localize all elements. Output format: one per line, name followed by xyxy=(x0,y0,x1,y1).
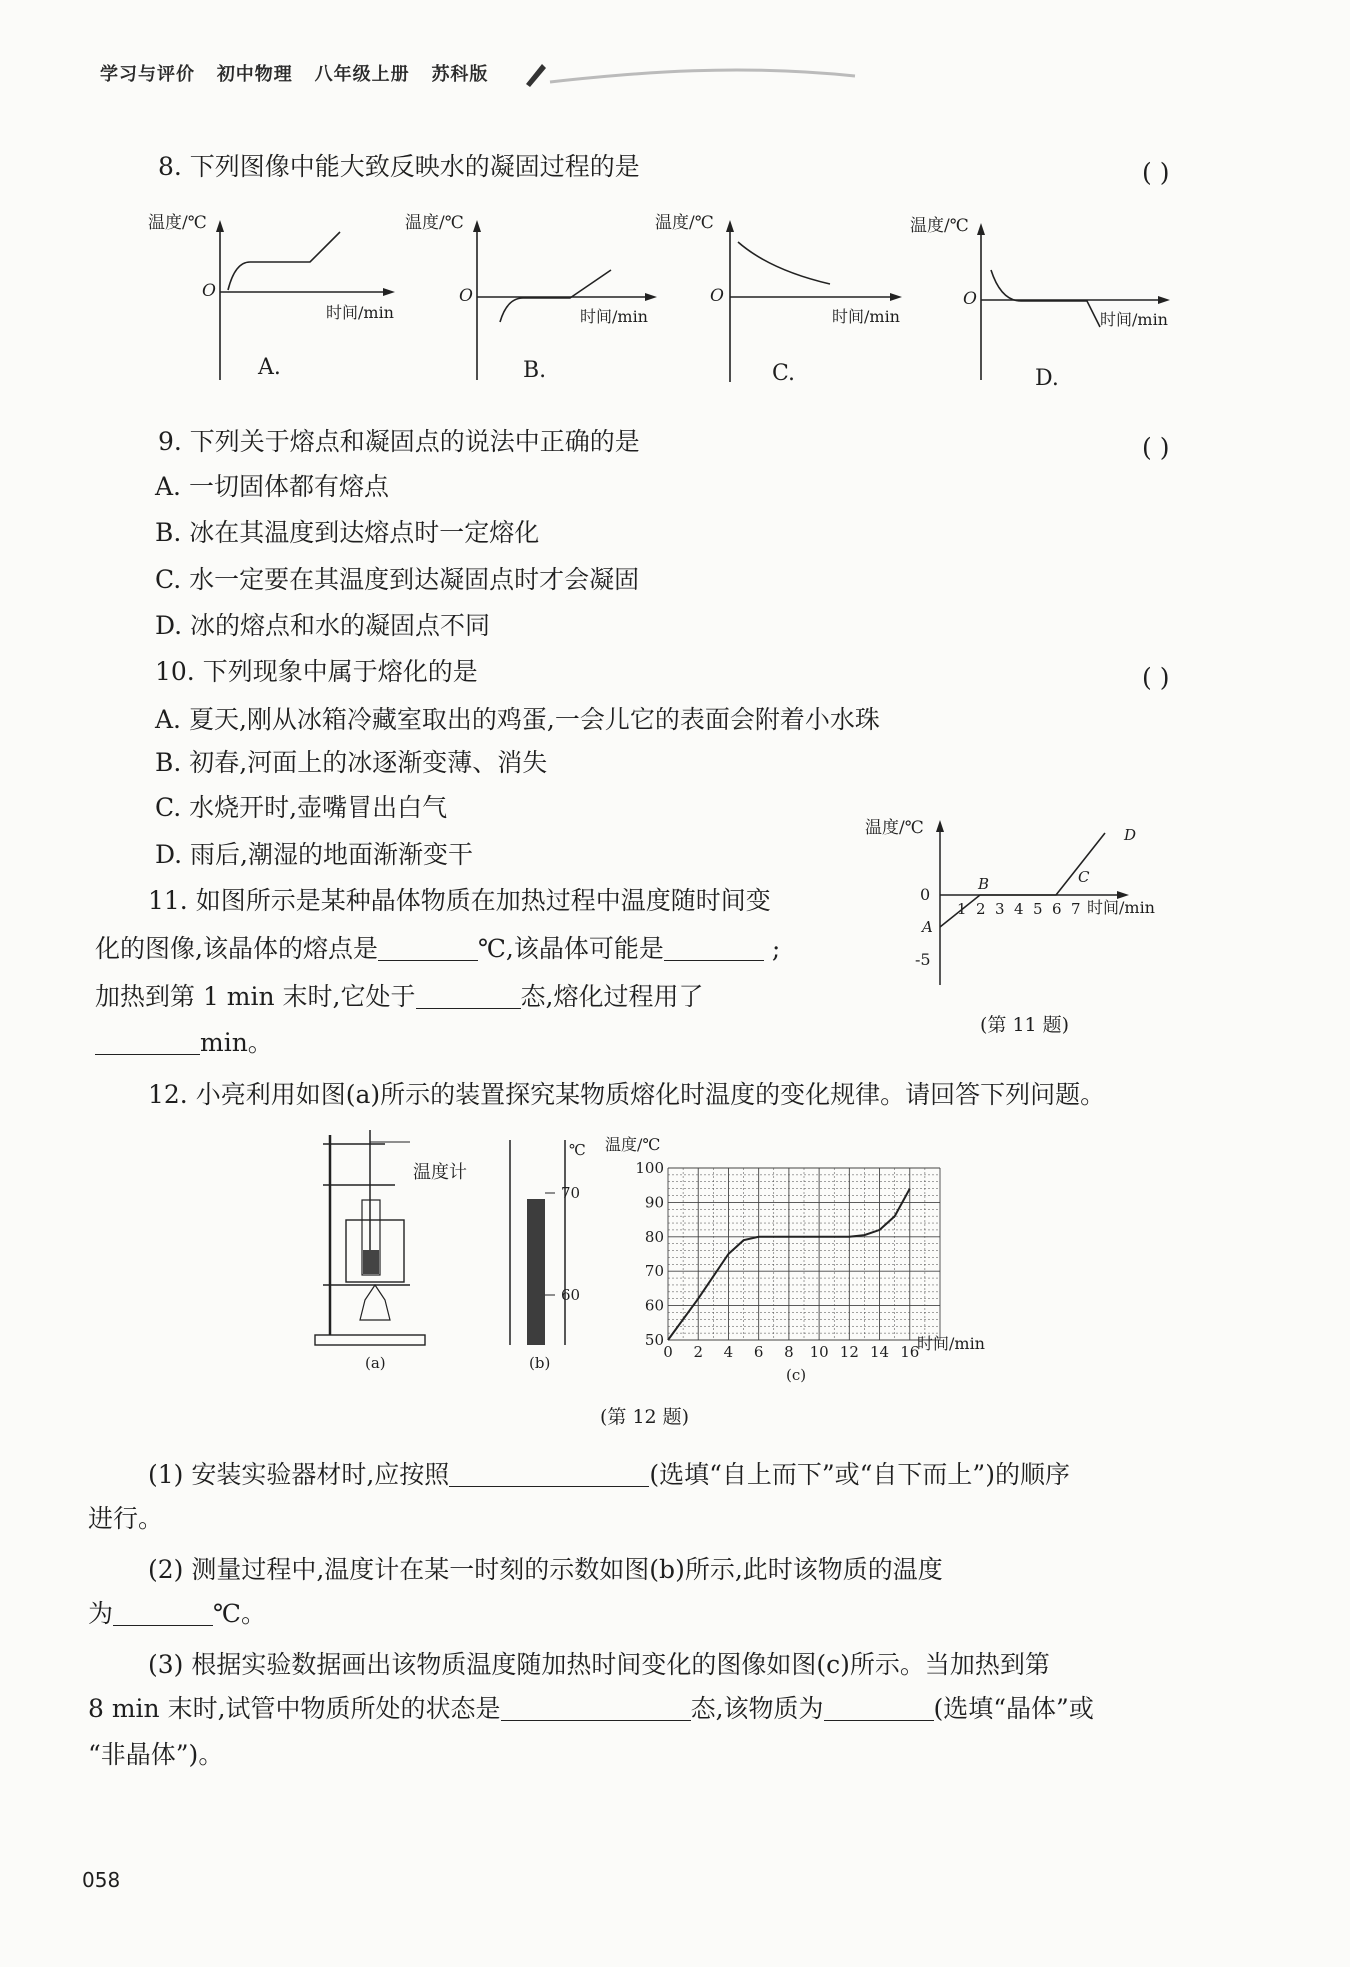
q12-thermometer-figure xyxy=(505,1135,595,1375)
header-series: 学习与评价 xyxy=(100,64,195,85)
header-edition: 苏科版 xyxy=(431,64,489,85)
graph-origin: O xyxy=(710,286,724,306)
q12-text: ℃。 xyxy=(213,1599,266,1628)
option-label: A. xyxy=(258,355,281,380)
q12-type-blank[interactable] xyxy=(824,1694,934,1721)
chart-y-tick-label: 50 xyxy=(644,1331,664,1349)
q12-text: (选填“自上而下”或“自下而上”)的顺序 xyxy=(649,1460,1070,1489)
chart-x-tick-label: 12 xyxy=(839,1343,859,1361)
q12-temperature-blank[interactable] xyxy=(113,1599,213,1626)
chart-x-tick-label: 10 xyxy=(809,1343,829,1361)
chart-y-tick-label: 60 xyxy=(644,1296,664,1315)
q12-text: (选填“晶体”或 xyxy=(933,1694,1094,1723)
q11-text: ℃,该晶体可能是 xyxy=(477,934,664,963)
chart-y-ticks xyxy=(635,1159,664,1349)
fig-a-label: (a) xyxy=(365,1354,386,1372)
q11-melting-point-blank[interactable] xyxy=(378,934,478,961)
q12-sub1-cont: 进行。 xyxy=(88,1504,164,1533)
chart-x-tick-label: 6 xyxy=(753,1343,764,1361)
q10-option-d: D. 雨后,潮湿的地面渐渐变干 xyxy=(155,840,473,869)
q10-option-c: C. 水烧开时,壶嘴冒出白气 xyxy=(155,793,448,822)
graph-point-label: A xyxy=(922,918,933,936)
graph-xlabel: 时间/min xyxy=(326,303,394,322)
q11-line1: 11. 如图所示是某种晶体物质在加热过程中温度随时间变 xyxy=(148,886,771,915)
q12-sub1 xyxy=(148,1458,1070,1492)
q12-text: 8 min 末时,试管中物质所处的状态是 xyxy=(88,1694,501,1723)
q12-caption: (第 12 题) xyxy=(600,1406,690,1428)
q11-text: 态,熔化过程用了 xyxy=(520,982,704,1011)
q11-line4 xyxy=(95,1026,273,1060)
option-label: C. xyxy=(772,361,796,386)
chart-x-ticks xyxy=(663,1343,919,1361)
graph-x-tick: 2 xyxy=(976,900,986,918)
q12-sub2: (2) 测量过程中,温度计在某一时刻的示数如图(b)所示,此时该物质的温度 xyxy=(148,1555,943,1584)
q12-thermometer-label: 温度计 xyxy=(413,1162,467,1183)
header xyxy=(100,60,488,86)
q8-graph-b xyxy=(395,212,665,392)
chart-y-tick-label: 100 xyxy=(635,1159,664,1177)
thermo-unit: ℃ xyxy=(569,1141,586,1159)
q11-text: 加热到第 1 min 末时,它处于 xyxy=(95,982,416,1011)
fig-b-label: (b) xyxy=(529,1354,551,1372)
graph-x-tick: 5 xyxy=(1033,900,1043,918)
chart-y-tick-label: 90 xyxy=(644,1193,664,1212)
fig-c-label: (c) xyxy=(786,1366,807,1384)
option-label: D. xyxy=(1035,366,1059,391)
q11-graph xyxy=(860,815,1220,1035)
chart-ylabel: 温度/℃ xyxy=(605,1135,661,1154)
q11-duration-blank[interactable] xyxy=(95,1028,200,1055)
graph-x-tick: 7 xyxy=(1071,900,1081,918)
q12-chart xyxy=(600,1128,1000,1388)
q12-sub2-cont xyxy=(88,1597,266,1631)
chart-x-tick-label: 0 xyxy=(663,1343,673,1361)
header-subject: 初中物理 xyxy=(216,64,293,85)
q10-stem: 10. 下列现象中属于熔化的是 xyxy=(155,657,478,686)
chart-xlabel: 时间/min xyxy=(917,1334,985,1353)
chart-x-tick-label: 14 xyxy=(870,1343,890,1361)
q12-text: 态,该物质为 xyxy=(690,1694,824,1723)
header-pen-swoosh-icon xyxy=(520,54,860,94)
q12-stem: 12. 小亮利用如图(a)所示的装置探究某物质熔化时温度的变化规律。请回答下列问题。 xyxy=(148,1080,1106,1109)
graph-xlabel: 时间/min xyxy=(580,307,648,326)
header-grade: 八年级上册 xyxy=(314,64,410,85)
q10-paren: ( ) xyxy=(1142,663,1170,692)
graph-origin: O xyxy=(459,286,473,306)
chart-x-tick-label: 16 xyxy=(900,1343,920,1361)
graph-point-label: D xyxy=(1124,826,1137,844)
q8-graph-a xyxy=(140,212,400,392)
q12-state-blank[interactable] xyxy=(501,1694,691,1721)
graph-x-tick: 4 xyxy=(1014,900,1024,918)
q9-option-c: C. 水一定要在其温度到达凝固点时才会凝固 xyxy=(155,565,640,594)
q9-option-d: D. 冰的熔点和水的凝固点不同 xyxy=(155,611,491,640)
chart-x-tick-label: 4 xyxy=(723,1343,734,1361)
graph-ylabel: 温度/℃ xyxy=(405,213,464,233)
graph-x-tick: 6 xyxy=(1052,900,1062,918)
graph-origin: O xyxy=(963,289,977,309)
graph-xlabel: 时间/min xyxy=(832,307,900,326)
graph-y-tick: 0 xyxy=(920,885,931,904)
graph-xlabel: 时间/min xyxy=(1087,898,1155,917)
q11-text: 化的图像,该晶体的熔点是 xyxy=(95,934,378,963)
q9-option-a: A. 一切固体都有熔点 xyxy=(155,472,389,501)
graph-ylabel: 温度/℃ xyxy=(910,216,969,236)
q9-stem: 9. 下列关于熔点和凝固点的说法中正确的是 xyxy=(158,427,640,456)
q11-state-blank[interactable] xyxy=(416,982,521,1009)
chart-x-tick-label: 2 xyxy=(693,1343,703,1361)
q8-stem: 8. 下列图像中能大致反映水的凝固过程的是 xyxy=(158,152,640,181)
graph-origin: O xyxy=(202,281,216,301)
q10-option-a: A. 夏天,刚从冰箱冷藏室取出的鸡蛋,一会儿它的表面会附着小水珠 xyxy=(155,705,880,734)
graph-x-tick: 3 xyxy=(995,900,1005,918)
graph-y-tick: -5 xyxy=(915,950,931,969)
thermo-mark: 60 xyxy=(561,1286,581,1304)
q12-sub3-end: “非晶体”)。 xyxy=(88,1740,224,1769)
chart-y-tick-label: 70 xyxy=(644,1262,664,1281)
q11-line2 xyxy=(95,932,780,966)
chart-grid xyxy=(668,1168,940,1340)
graph-point-label: C xyxy=(1078,868,1090,886)
graph-ylabel: 温度/℃ xyxy=(148,213,207,233)
graph-xlabel: 时间/min xyxy=(1100,310,1168,329)
option-label: B. xyxy=(523,358,547,383)
q11-line3 xyxy=(95,980,703,1014)
q12-text: (1) 安装实验器材时,应按照 xyxy=(148,1460,450,1489)
graph-ylabel: 温度/℃ xyxy=(865,818,924,838)
q11-text: ; xyxy=(771,934,781,963)
graph-x-tick: 1 xyxy=(957,900,967,918)
q10-option-b: B. 初春,河面上的冰逐渐变薄、消失 xyxy=(155,748,548,777)
q11-substance-blank[interactable] xyxy=(664,934,764,961)
q12-order-blank[interactable] xyxy=(449,1460,649,1487)
q8-graph-d xyxy=(905,215,1180,400)
q12-sub3: (3) 根据实验数据画出该物质温度随加热时间变化的图像如图(c)所示。当加热到第 xyxy=(148,1650,1050,1679)
q12-sub3-cont xyxy=(88,1692,1094,1726)
q9-paren: ( ) xyxy=(1142,433,1170,462)
q9-option-b: B. 冰在其温度到达熔点时一定熔化 xyxy=(155,518,540,547)
q11-caption: (第 11 题) xyxy=(980,1014,1070,1036)
q8-graph-c xyxy=(650,212,910,397)
thermo-mark: 70 xyxy=(561,1184,581,1202)
q11-text: min。 xyxy=(200,1028,273,1057)
q8-paren: ( ) xyxy=(1142,158,1170,187)
page-number: 058 xyxy=(82,1868,121,1892)
chart-y-tick-label: 80 xyxy=(644,1227,664,1246)
q12-text: 为 xyxy=(88,1599,114,1628)
graph-ylabel: 温度/℃ xyxy=(655,213,714,233)
graph-point-label: B xyxy=(978,875,990,893)
chart-x-tick-label: 8 xyxy=(784,1343,794,1361)
